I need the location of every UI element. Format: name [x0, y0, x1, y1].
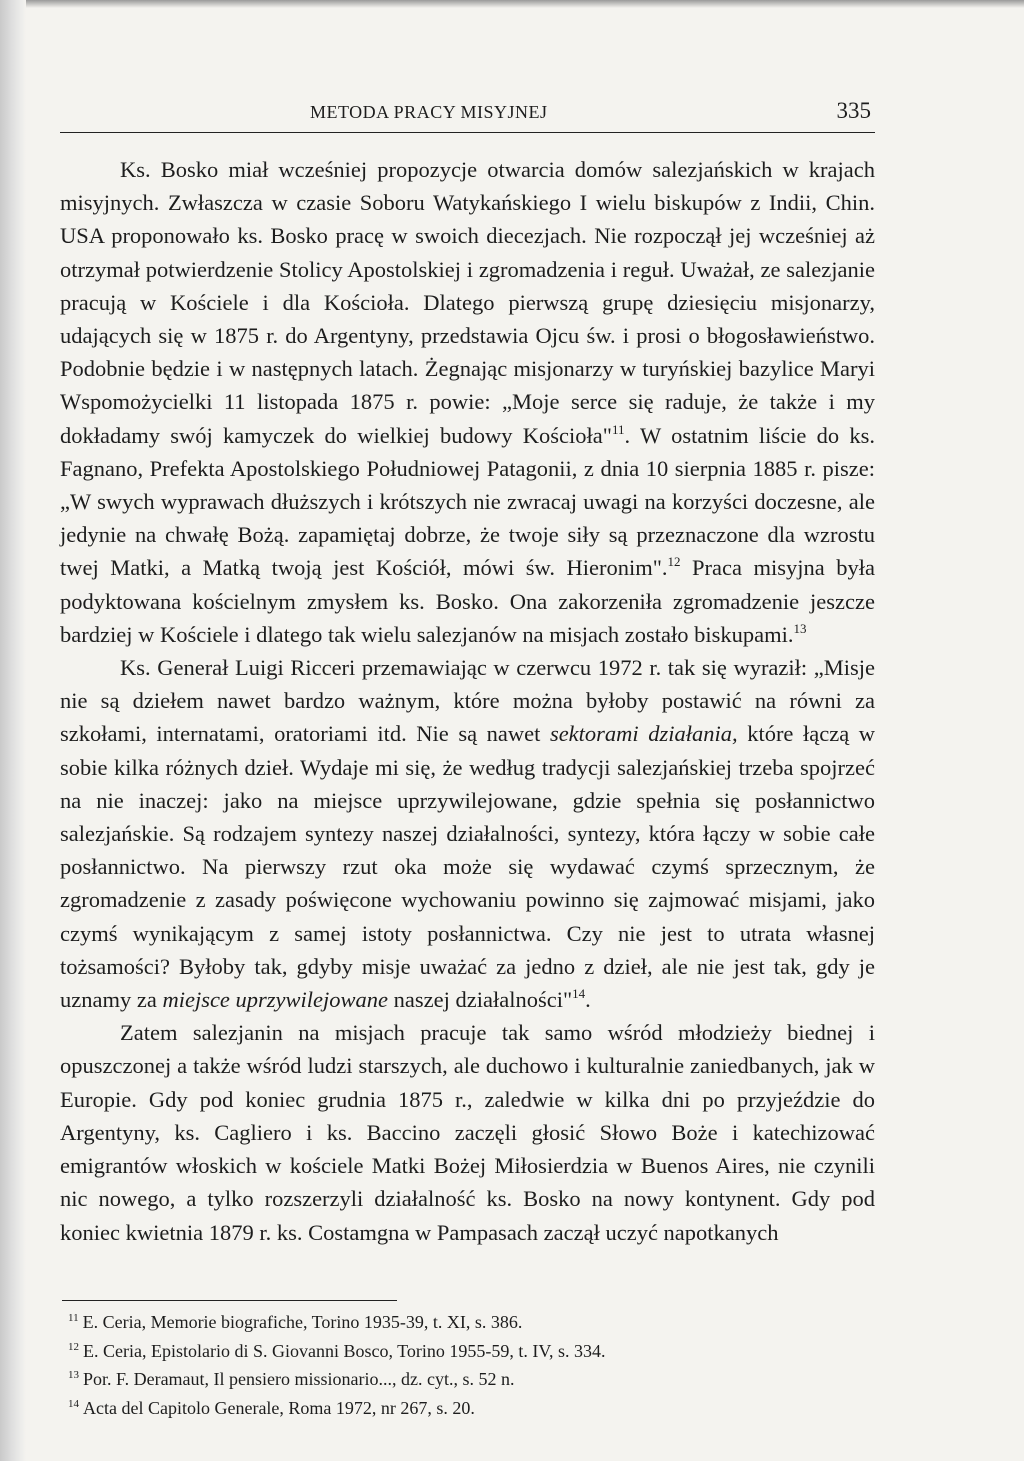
footnote-text: E. Ceria, Epistolario di S. Giovanni Bosco, Torino 1955-59, t. IV, s. 334.: [83, 1340, 606, 1361]
paragraph-1: [60, 153, 875, 651]
footnote-ref-13: 13: [793, 620, 807, 636]
footnote-separator: [62, 1300, 397, 1301]
paragraph-2-part-1: Ks. Generał Luigi Ricceri przemawiając w czerwcu 1972 r. tak się wyraził: „Misje nie są dziełem nawet bardzo ważnym, które można byłoby postawić na równi za szkołami, internatami, oratoriami itd. Nie są nawet: [60, 655, 875, 747]
paragraph-2-part-2: które łączą w sobie kilka różnych dzieł. Wydaje mi się, że według tradycji salezjańskiej trzeba spojrzeć na nie inaczej: jako na miejsce uprzywilejowane, gdzie spełnia się posłannictwo salezjańskie. Są rodzajem syntezy naszej działalności, syntezy, która łączy w sobie całe posłannictwo. Na pierwszy rzut oka może się wydawać czymś sprzecznym, że zgromadzenie z zasady poświęcone wychowaniu powinno się zajmować misjami, jako czymś wynikającym z samej istoty posłannictwa. Czy nie jest to utrata własnej tożsamości? Byłoby tak, gdyby misje uważać za jedno z dzieł, ale nie jest tak, gdy je uznamy za: [60, 721, 875, 1013]
footnote-ref-12: 12: [667, 554, 681, 570]
page-number: 335: [836, 98, 871, 123]
footnote-number: 12: [68, 1340, 79, 1353]
paragraph-3: Zatem salezjanin na misjach pracuje tak samo wśród młodzieży biednej i opuszczonej a także wśród ludzi starszych, ale duchowo i kulturalnie zaniedbanych, jak w Europie. Gdy pod koniec grudnia 1875 r., zaledwie w kilka dni po przyjeździe do Argentyny, ks. Cagliero i ks. Baccino zaczęli głosić Słowo Boże i katechizować emigrantów włoskich w kościele Matki Bożej Miłosierdzia w Buenos Aires, nie czynili nic nowego, a tylko rozszerzyli działalność ks. Bosko na nowy kontynent. Gdy pod koniec kwietnia 1879 r. ks. Costamgna w Pampasach zaczął uczyć napotkanych: [60, 1020, 875, 1245]
footnote-13: [68, 1365, 868, 1394]
footnote-ref-11: 11: [611, 421, 625, 437]
footnote-ref-14: 14: [572, 986, 586, 1002]
footnote-text: E. Ceria, Memorie biografiche, Torino 1935-39, t. XI, s. 386.: [82, 1312, 523, 1332]
footnote-text: Por. F. Deramaut, Il pensiero missionario..., dz. cyt., s. 52 n.: [83, 1369, 515, 1389]
page-top-shadow: [0, 0, 1024, 8]
book-spine-shadow: [0, 0, 26, 1461]
paragraph-1-part-2: . W ostatnim liście do ks. Fagnano, Prefekta Apostolskiego Południowej Patagonii, z dnia 10 sierpnia 1885 r. pisze: „W swych wyprawach dłuższych i krótszych nie zwracaj uwagi na korzyści doczesne, ale jedynie na chwałę Bożą. zapamiętaj dobrze, że twoje siły są przeznaczone dla wzrostu twej Matki, a Matką twoją jest Kościół, mówi św. Hieronim".: [60, 422, 875, 581]
footnotes: [68, 1308, 868, 1422]
footnote-number: 13: [68, 1369, 79, 1381]
emphasis-sektorami: sektorami działania,: [549, 721, 738, 747]
running-title: METODA PRACY MISYJNEJ: [310, 102, 548, 122]
footnote-11: [68, 1308, 868, 1337]
footnote-12: [68, 1337, 868, 1366]
footnote-14: [68, 1394, 868, 1423]
emphasis-miejsce: miejsce uprzywilejowane: [162, 987, 389, 1013]
main-text: [60, 153, 875, 1249]
paragraph-1-part-1: Ks. Bosko miał wcześniej propozycje otwarcia domów salezjańskich w krajach misyjnych. Zwłaszcza w czasie Soboru Watykańskiego I wielu biskupów z Indii, Chin. USA proponowało ks. Bosko pracę w swoich diecezjach. Nie rozpoczął jej wcześniej aż otrzymał potwierdzenie Stolicy Apostolskiej i zgromadzenia i reguł. Uważał, ze salezjanie pracują w Kościele i dla Kościoła. Dlatego pierwszą grupę dziesięciu misjonarzy, udających się w 1875 r. do Argentyny, przedstawia Ojcu św. i prosi o błogosławieństwo. Podobnie będzie i w następnych latach. Żegnając misjonarzy w turyńskiej bazylice Maryi Wspomożycielki 11 listopada 1875 r. powie: „Moje serce się raduje, że także i my dokładamy swój kamyczek do wielkiej budowy Kościoła": [60, 157, 875, 448]
footnote-text: Acta del Capitolo Generale, Roma 1972, nr 267, s. 20.: [83, 1397, 475, 1418]
page-header: [60, 96, 875, 133]
paragraph-2-part-4: .: [585, 987, 591, 1013]
paragraph-2-part-3: naszej działalności": [388, 987, 573, 1013]
paragraph-1-part-3: Praca misyjna była podyktowana kościelnym zmysłem ks. Bosko. Ona zakorzeniła zgromadzenie jeszcze bardziej w Kościele i dlatego tak wielu salezjanów na misjach zostało biskupami.: [60, 555, 876, 647]
footnote-number: 14: [68, 1397, 79, 1410]
footnote-number: 11: [68, 1312, 79, 1324]
paragraph-2: [60, 651, 875, 1016]
